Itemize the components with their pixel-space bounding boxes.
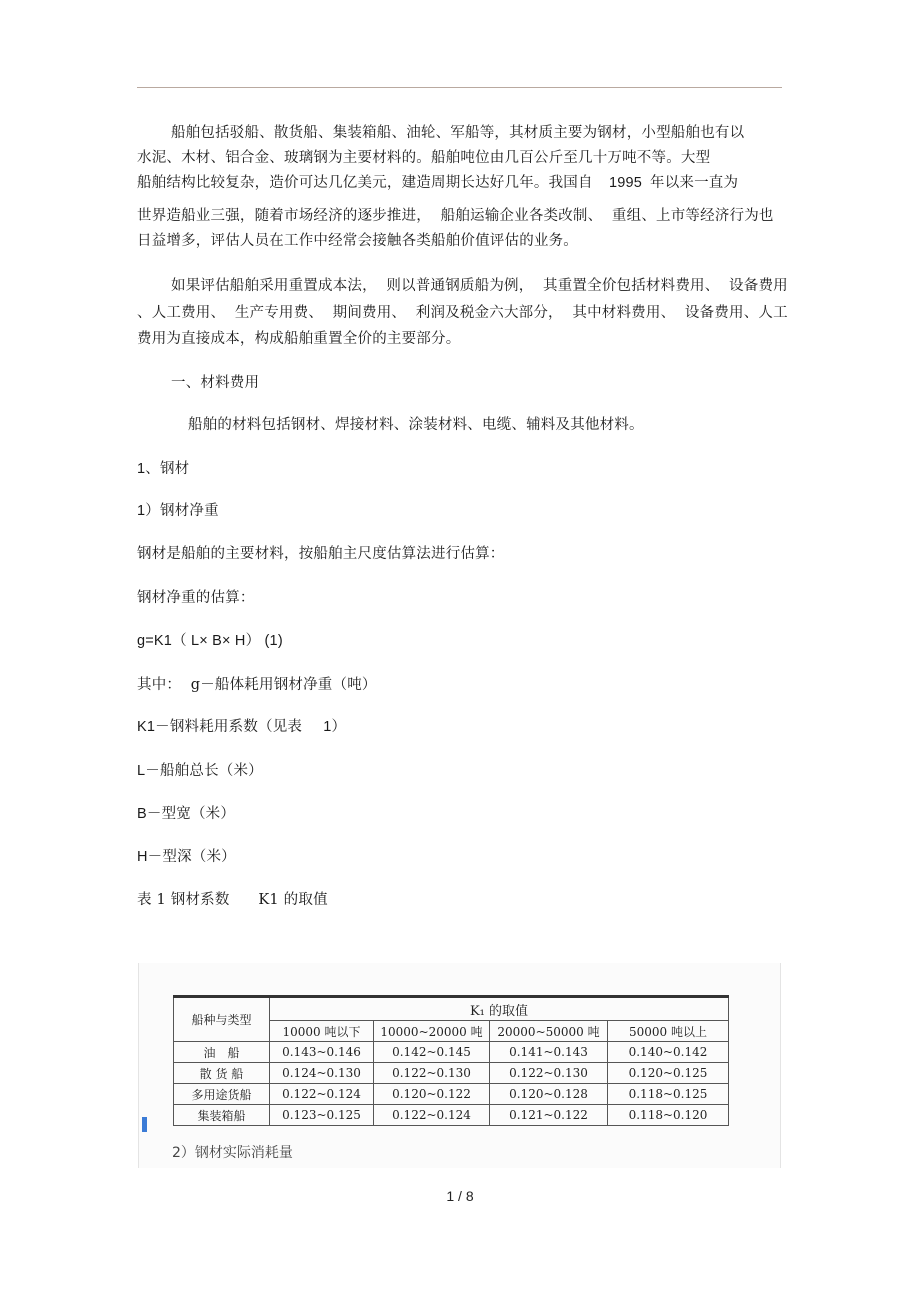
def-l: L－船舶总长（米） xyxy=(137,763,263,779)
item-steel-net-weight: 1）钢材净重 xyxy=(137,503,219,519)
column-header: 20000~50000 吨 xyxy=(490,1021,608,1042)
para2-line2: 、人工费用、 生产专用费、 期间费用、 利润及税金六大部分， 其中材料费用、 设备费用、人工 xyxy=(137,305,788,321)
para2-line3: 费用为直接成本，构成船舶重置全价的主要部分。 xyxy=(137,331,461,347)
table-cell: 0.141~0.143 xyxy=(490,1042,608,1063)
table-cell: 0.121~0.122 xyxy=(490,1105,608,1126)
table-cell: 0.124~0.130 xyxy=(270,1063,374,1084)
section-text: 船舶的材料包括钢材、焊接材料、涂装材料、电缆、辅料及其他材料。 xyxy=(188,417,644,433)
table-cell: 0.122~0.130 xyxy=(490,1063,608,1084)
column-header: 10000~20000 吨 xyxy=(374,1021,490,1042)
def-h: H－型深（米） xyxy=(137,849,236,865)
item-steel: 1、钢材 xyxy=(137,461,190,477)
table-cell: 0.142~0.145 xyxy=(374,1042,490,1063)
para1-line3a: 船舶结构比较复杂，造价可达几亿美元，建造周期长达好几年。我国自 xyxy=(137,175,593,191)
next-item-caption: 2）钢材实际消耗量 xyxy=(172,1145,293,1161)
ship-type-cell: 多用途货船 xyxy=(174,1084,270,1105)
table-cell: 0.120~0.122 xyxy=(374,1084,490,1105)
para1-line1: 船舶包括驳船、散货船、集装箱船、油轮、军船等，其材质主要为钢材，小型船舶也有以 xyxy=(171,125,745,141)
table-cell: 0.120~0.125 xyxy=(608,1063,729,1084)
column-header: 50000 吨以上 xyxy=(608,1021,729,1042)
table-cell: 0.118~0.120 xyxy=(608,1105,729,1126)
k1-table-image xyxy=(138,963,781,1168)
k1-table xyxy=(173,995,729,1126)
ship-type-cell: 油 船 xyxy=(174,1042,270,1063)
blue-marker xyxy=(142,1117,147,1132)
steel-text: 钢材是船舶的主要材料，按船舶主尺度估算法进行估算： xyxy=(137,546,505,562)
table-cell: 0.122~0.124 xyxy=(374,1105,490,1126)
table-caption: 表 1 钢材系数 K1 的取值 xyxy=(137,892,328,908)
estimate-text: 钢材净重的估算： xyxy=(137,590,255,606)
where-g: 其中： g－船体耗用钢材净重（吨） xyxy=(137,677,377,693)
para1-line5: 日益增多，评估人员在工作中经常会接触各类船舶价值评估的业务。 xyxy=(137,233,578,249)
def-k1: K1－钢料耗用系数（见表 1） xyxy=(137,719,347,735)
table-row xyxy=(174,1063,729,1084)
ship-type-cell: 集装箱船 xyxy=(174,1105,270,1126)
row-header-cell: 船种与类型 xyxy=(174,997,270,1042)
table-cell: 0.122~0.130 xyxy=(374,1063,490,1084)
group-header-cell: K₁ 的取值 xyxy=(270,997,729,1021)
table-row xyxy=(174,1105,729,1126)
table-cell: 0.123~0.125 xyxy=(270,1105,374,1126)
para2-line1: 如果评估船舶采用重置成本法， 则以普通钢质船为例， 其重置全价包括材料费用、 设备费用 xyxy=(171,278,788,294)
header-rule xyxy=(137,87,782,88)
para1-line3c: 年以来一直为 xyxy=(650,175,739,191)
table-row xyxy=(174,1042,729,1063)
formula: g=K1（ L× B× H） (1) xyxy=(137,633,283,649)
section-heading: 一、材料费用 xyxy=(171,375,260,391)
para1-line4: 世界造船业三强，随着市场经济的逐步推进， 船舶运输企业各类改制、 重组、上市等经济行为也 xyxy=(137,208,774,224)
table-cell: 0.140~0.142 xyxy=(608,1042,729,1063)
table-row xyxy=(174,1084,729,1105)
def-b: B－型宽（米） xyxy=(137,806,236,822)
table-cell: 0.118~0.125 xyxy=(608,1084,729,1105)
table-cell: 0.143~0.146 xyxy=(270,1042,374,1063)
column-header: 10000 吨以下 xyxy=(270,1021,374,1042)
para1-line2: 水泥、木材、铝合金、玻璃钢为主要材料的。船舶吨位由几百公斤至几十万吨不等。大型 xyxy=(137,150,711,166)
page-number: 1 / 8 xyxy=(446,1188,474,1204)
para1-year: 1995 xyxy=(609,175,643,191)
table-cell: 0.122~0.124 xyxy=(270,1084,374,1105)
ship-type-cell: 散 货 船 xyxy=(174,1063,270,1084)
table-cell: 0.120~0.128 xyxy=(490,1084,608,1105)
